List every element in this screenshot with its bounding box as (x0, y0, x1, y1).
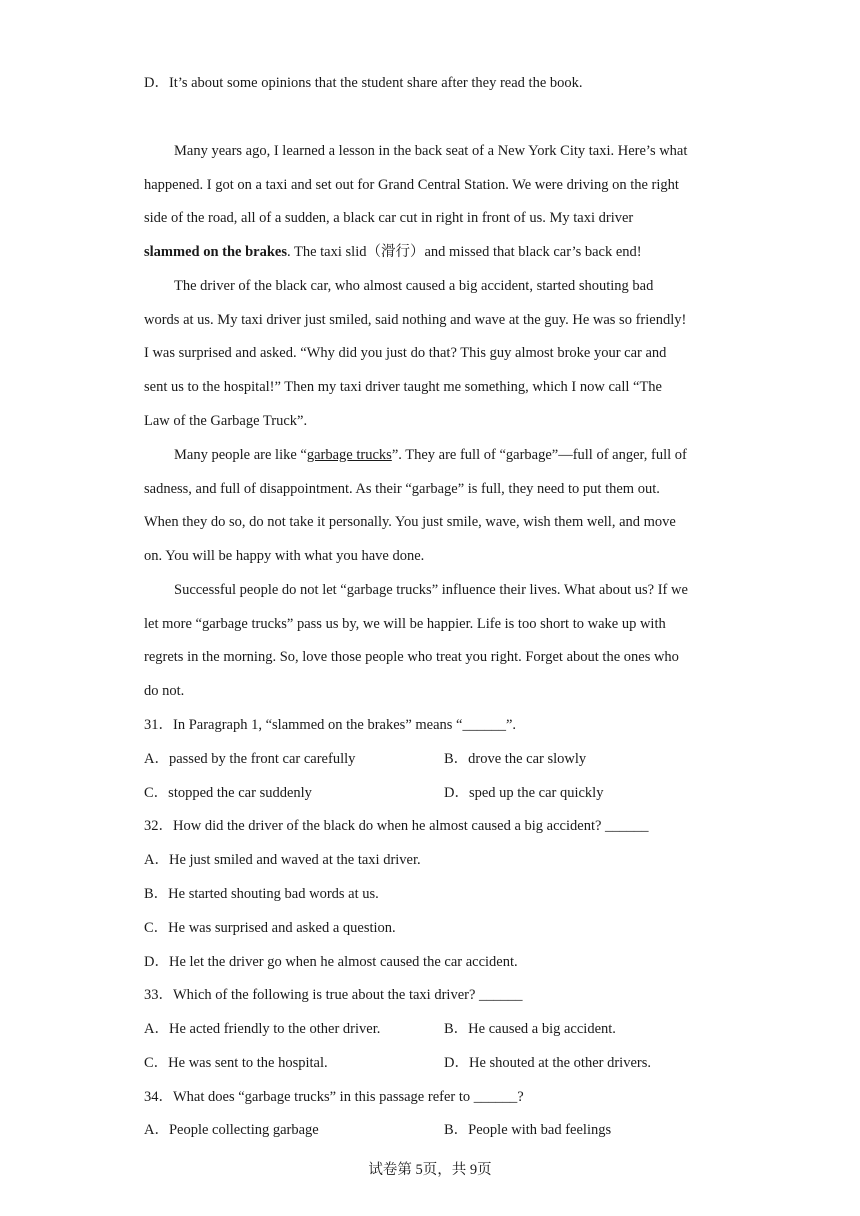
question-stem: 31．In Paragraph 1, “slammed on the brakes” means “______”. (144, 717, 517, 733)
question-stem: 34．What does “garbage trucks” in this passage refer to ______? (144, 1089, 524, 1105)
underlined-phrase: garbage trucks (306, 447, 392, 463)
option-c: C．He was surprised and asked a question. (144, 920, 396, 936)
passage-line (174, 445, 687, 465)
passage-line: Many years ago, I learned a lesson in the back seat of a New York City taxi. Here’s what (174, 143, 688, 159)
option-a: A．He just smiled and waved at the taxi driver. (144, 852, 421, 868)
option-b: B．He started shouting bad words at us. (144, 886, 379, 902)
passage-line: sent us to the hospital!” Then my taxi driver taught me something, which I now call “The (144, 379, 662, 395)
option-d: D．sped up the car quickly (444, 785, 604, 801)
passage-line: do not. (144, 683, 185, 699)
passage-line: Law of the Garbage Truck”. (144, 413, 308, 429)
option-d: D．He shouted at the other drivers. (444, 1055, 651, 1071)
passage-line (144, 242, 642, 262)
question-stem: 33．Which of the following is true about the taxi driver? ______ (144, 987, 523, 1003)
option-d: D．He let the driver go when he almost caused the car accident. (144, 954, 518, 970)
passage-line: words at us. My taxi driver just smiled, said nothing and wave at the guy. He was so friendly! (144, 312, 687, 328)
option-c: C．stopped the car suddenly (144, 785, 312, 801)
passage-text: ”. They are full of “garbage”—full of anger, full of (391, 447, 687, 463)
page-footer: 试卷第 5页，共 9页 (368, 1162, 492, 1178)
passage-line: happened. I got on a taxi and set out for Grand Central Station. We were driving on the right (144, 177, 679, 193)
passage-line: side of the road, all of a sudden, a black car cut in right in front of us. My taxi driver (144, 210, 634, 226)
option-b: B．He caused a big accident. (444, 1021, 616, 1037)
passage-text: . The taxi slid（滑行）and missed that black car’s back end! (287, 244, 642, 260)
passage-line: I was surprised and asked. “Why did you just do that? This guy almost broke your car and (144, 345, 667, 361)
option-a: A．People collecting garbage (144, 1122, 319, 1138)
passage-line: regrets in the morning. So, love those people who treat you right. Forget about the ones who (144, 649, 679, 665)
bold-phrase: slammed on the brakes (144, 244, 287, 260)
passage-line: The driver of the black car, who almost caused a big accident, started shouting bad (174, 278, 654, 294)
passage-line: on. You will be happy with what you have done. (144, 548, 425, 564)
passage-line: let more “garbage trucks” pass us by, we will be happier. Life is too short to wake up with (144, 616, 666, 632)
passage-line: sadness, and full of disappointment. As their “garbage” is full, they need to put them out. (144, 481, 660, 497)
option-a: A．He acted friendly to the other driver. (144, 1021, 381, 1037)
passage-line: Successful people do not let “garbage trucks” influence their lives. What about us? If we (174, 582, 688, 598)
option-a: A．passed by the front car carefully (144, 751, 356, 767)
option-b: B．drove the car slowly (444, 751, 587, 767)
option-b: B．People with bad feelings (444, 1122, 612, 1138)
passage-text: Many people are like “ (174, 447, 307, 463)
passage-line: When they do so, do not take it personally. You just smile, wave, wish them well, and move (144, 514, 676, 530)
option-c: C．He was sent to the hospital. (144, 1055, 328, 1071)
prev-question-option-d: D．It’s about some opinions that the student share after they read the book. (144, 75, 583, 91)
question-stem: 32．How did the driver of the black do when he almost caused a big accident? ______ (144, 818, 649, 834)
